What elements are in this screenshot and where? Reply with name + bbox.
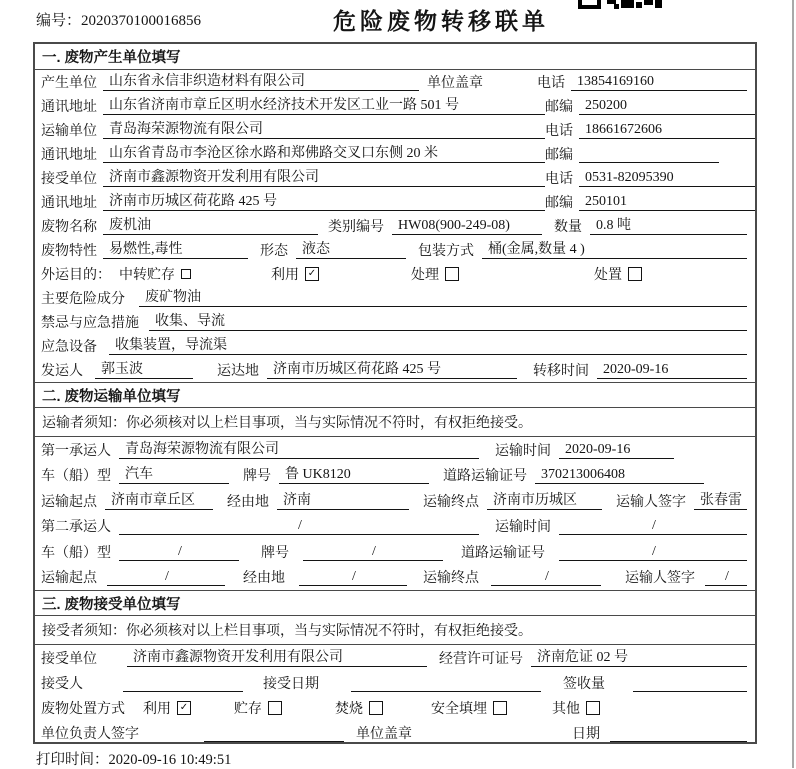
accept-date-value <box>351 674 541 692</box>
route1-via-value: 济南 <box>277 492 409 510</box>
equipment-value: 收集装置，导流渠 <box>109 337 747 355</box>
receiver-zip-label: 邮编 <box>545 196 573 211</box>
row-accept-person <box>35 670 755 695</box>
route2-end-value: / <box>491 568 601 586</box>
section2-body <box>35 437 755 590</box>
checkbox-disposal-use <box>177 701 191 715</box>
row-hazard <box>35 286 755 310</box>
row-waste-name <box>35 214 755 238</box>
waste-props-value: 易燃性,毒性 <box>103 241 248 259</box>
route1-sign-label: 运输人签字 <box>616 494 686 510</box>
route2-end-label: 运输终点 <box>423 571 479 587</box>
vehicle1-value: 汽车 <box>119 466 229 484</box>
section3-notice: 接受者须知：你必须核对以上栏目事项，当与实际情况不符时，有权拒绝接受。 <box>35 616 755 645</box>
vehicle1-license-label: 道路运输证号 <box>443 469 527 485</box>
route1-sign-value: 张春雷 <box>694 492 747 510</box>
route2-sign-label: 运输人签字 <box>625 571 695 587</box>
row-receiver-address <box>35 190 755 214</box>
checkbox-disposal-other <box>586 701 600 715</box>
waste-code-value: HW08(900-249-08) <box>392 217 542 235</box>
page-edge-line <box>792 0 794 768</box>
waste-form-value: 液态 <box>296 241 406 259</box>
shipper-dest-label: 运达地 <box>217 364 259 379</box>
row-producer <box>35 70 755 94</box>
producer-value: 山东省永信非织造材料有限公司 <box>103 73 419 91</box>
receiver-phone-label: 电话 <box>545 172 573 187</box>
receiver-label: 接受单位 <box>41 172 97 187</box>
accept-person-label: 接受人 <box>41 676 83 692</box>
checkbox-use <box>305 267 319 281</box>
shipper-time-label: 转移时间 <box>533 364 589 379</box>
row-producer-address <box>35 94 755 118</box>
carrier2-value: / <box>119 517 479 535</box>
section1-header: 一. 废物产生单位填写 <box>35 44 755 70</box>
accept-license-value: 济南危证 02 号 <box>531 649 747 667</box>
disposal-opt-other: 其他 <box>552 702 580 718</box>
section1-body <box>35 70 755 382</box>
row-carrier2 <box>35 514 755 540</box>
unit-seal-label: 单位盖章 <box>356 727 412 743</box>
section2-notice: 运输者须知：你必须核对以上栏目事项，当与实际情况不符时，有权拒绝接受。 <box>35 408 755 437</box>
hazard-label: 主要危险成分 <box>41 292 125 307</box>
producer-label: 产生单位 <box>41 76 97 91</box>
print-time-line <box>36 748 231 769</box>
row-shipper <box>35 358 755 382</box>
vehicle2-plate-value: / <box>303 543 443 561</box>
waste-props-label: 废物特性 <box>41 244 97 259</box>
waste-pack-value: 桶(金属,数量 4 ) <box>482 241 747 259</box>
row-taboo <box>35 310 755 334</box>
checkbox-use-mark: ✓ <box>307 268 317 279</box>
accept-unit-label: 接受单位 <box>41 651 97 667</box>
carrier1-time-value: 2020-09-16 <box>559 441 674 459</box>
purpose-label: 外运目的： <box>41 268 111 283</box>
disposal-opt-store: 贮存 <box>234 702 262 718</box>
route1-via-label: 经由地 <box>227 494 269 510</box>
accept-person-value <box>123 674 243 692</box>
transporter-value: 青岛海荣源物流有限公司 <box>103 121 545 139</box>
row-vehicle2 <box>35 539 755 565</box>
vehicle1-license-value: 370213006408 <box>535 466 704 484</box>
producer-zip-label: 邮编 <box>545 100 573 115</box>
disposal-opt-landfill: 安全填埋 <box>431 702 487 718</box>
transporter-address-value: 山东省青岛市李沧区徐水路和郑佛路交叉口东侧 20 米 <box>103 145 545 163</box>
route2-via-label: 经由地 <box>243 571 285 587</box>
disposal-opt-burn: 焚烧 <box>335 702 363 718</box>
receiver-address-value: 济南市历城区荷花路 425 号 <box>103 193 545 211</box>
shipper-value: 郭玉波 <box>95 361 193 379</box>
print-time-value: 2020-09-16 10:49:51 <box>108 752 232 768</box>
waste-code-label: 类别编号 <box>328 220 384 235</box>
route2-value: / <box>107 568 225 586</box>
checkbox-transfer-storage <box>181 269 191 279</box>
waste-form-label: 形态 <box>260 244 288 259</box>
shipper-dest-value: 济南市历城区荷花路 425 号 <box>267 361 517 379</box>
route2-label: 运输起点 <box>41 571 97 587</box>
accept-license-label: 经营许可证号 <box>439 651 523 667</box>
route1-end-label: 运输终点 <box>423 494 479 510</box>
responsible-sign-label: 单位负责人签字 <box>41 727 139 743</box>
purpose-opt-treat: 处理 <box>411 268 439 283</box>
waste-qty-value: 0.8 吨 <box>590 217 747 235</box>
carrier1-value: 青岛海荣源物流有限公司 <box>119 441 479 459</box>
section3-body <box>35 645 755 746</box>
row-vehicle1 <box>35 463 755 489</box>
waste-name-value: 废机油 <box>103 217 318 235</box>
row-purpose <box>35 262 755 286</box>
transporter-zip-value <box>579 145 719 163</box>
row-responsible-sign <box>35 721 755 746</box>
transporter-zip-label: 邮编 <box>545 148 573 163</box>
route1-end-value: 济南市历城区 <box>487 492 602 510</box>
transporter-label: 运输单位 <box>41 124 97 139</box>
section3-header: 三. 废物接受单位填写 <box>35 590 755 616</box>
serial-label: 编号： <box>36 13 82 29</box>
checkbox-dispose <box>628 267 642 281</box>
purpose-opt-transfer-storage: 中转贮存 <box>119 268 175 283</box>
vehicle2-license-label: 道路运输证号 <box>461 545 545 561</box>
sign-date-label: 日期 <box>572 727 600 743</box>
vehicle2-value: / <box>119 543 239 561</box>
waste-qty-label: 数量 <box>554 220 582 235</box>
row-disposal <box>35 696 755 721</box>
carrier1-time-label: 运输时间 <box>495 443 551 459</box>
transporter-address-label: 通讯地址 <box>41 148 97 163</box>
carrier2-time-value: / <box>559 517 747 535</box>
equipment-label: 应急设备 <box>41 340 97 355</box>
carrier2-label: 第二承运人 <box>41 520 111 536</box>
row-route2 <box>35 565 755 591</box>
vehicle2-plate-label: 牌号 <box>261 545 289 561</box>
carrier1-label: 第一承运人 <box>41 443 111 459</box>
checkbox-treat <box>445 267 459 281</box>
accept-unit-value: 济南市鑫源物资开发利用有限公司 <box>127 649 427 667</box>
vehicle1-label: 车（船）型 <box>41 469 111 485</box>
purpose-opt-dispose: 处置 <box>594 268 622 283</box>
carrier2-time-label: 运输时间 <box>495 520 551 536</box>
vehicle1-plate-value: 鲁 UK8120 <box>279 466 429 484</box>
accept-date-label: 接受日期 <box>263 676 319 692</box>
shipper-label: 发运人 <box>41 364 83 379</box>
hazard-value: 废矿物油 <box>139 289 747 307</box>
transporter-phone-label: 电话 <box>545 124 573 139</box>
page-title: 危险废物转移联单 <box>333 8 549 34</box>
manifest-table <box>33 42 757 744</box>
taboo-value: 收集、导流 <box>149 313 747 331</box>
responsible-sign-value <box>204 724 344 742</box>
disposal-label: 废物处置方式 <box>41 702 125 718</box>
shipper-time-value: 2020-09-16 <box>597 361 747 379</box>
disposal-opt-use: 利用 <box>143 702 171 718</box>
checkbox-disposal-landfill <box>493 701 507 715</box>
taboo-label: 禁忌与应急措施 <box>41 316 139 331</box>
route1-value: 济南市章丘区 <box>105 492 213 510</box>
transporter-phone-value: 18661672606 <box>579 121 755 139</box>
accept-qty-value <box>633 674 747 692</box>
row-receiver <box>35 166 755 190</box>
row-route1 <box>35 488 755 514</box>
row-equipment <box>35 334 755 358</box>
qr-code-fragment-icon <box>578 0 664 11</box>
checkbox-disposal-use-mark: ✓ <box>179 702 189 714</box>
receiver-zip-value: 250101 <box>579 193 755 211</box>
producer-phone-value: 13854169160 <box>571 73 747 91</box>
route2-sign-value: / <box>705 568 747 586</box>
checkbox-disposal-burn <box>369 701 383 715</box>
serial-value: 2020370100016856 <box>81 13 202 29</box>
section2-header: 二. 废物运输单位填写 <box>35 382 755 408</box>
vehicle1-plate-label: 牌号 <box>243 469 271 485</box>
receiver-value: 济南市鑫源物资开发利用有限公司 <box>103 169 545 187</box>
waste-name-label: 废物名称 <box>41 220 97 235</box>
producer-address-label: 通讯地址 <box>41 100 97 115</box>
receiver-address-label: 通讯地址 <box>41 196 97 211</box>
producer-zip-value: 250200 <box>579 97 755 115</box>
row-transporter <box>35 118 755 142</box>
print-time-label: 打印时间： <box>36 752 109 768</box>
accept-qty-label: 签收量 <box>563 676 605 692</box>
row-waste-props <box>35 238 755 262</box>
producer-address-value: 山东省济南市章丘区明水经济技术开发区工业一路 501 号 <box>103 97 545 115</box>
waste-pack-label: 包装方式 <box>418 244 474 259</box>
purpose-opt-use: 利用 <box>271 268 299 283</box>
vehicle2-license-value: / <box>559 543 747 561</box>
row-carrier1 <box>35 437 755 463</box>
route1-label: 运输起点 <box>41 494 97 510</box>
producer-seal-label: 单位盖章 <box>427 76 483 91</box>
receiver-phone-value: 0531-82095390 <box>579 169 755 187</box>
sign-date-value <box>610 724 747 742</box>
route2-via-value: / <box>299 568 407 586</box>
row-accept-unit <box>35 645 755 670</box>
row-transporter-address <box>35 142 755 166</box>
checkbox-disposal-store <box>268 701 282 715</box>
producer-phone-label: 电话 <box>537 76 565 91</box>
vehicle2-label: 车（船）型 <box>41 545 111 561</box>
serial-number-line <box>36 9 201 30</box>
